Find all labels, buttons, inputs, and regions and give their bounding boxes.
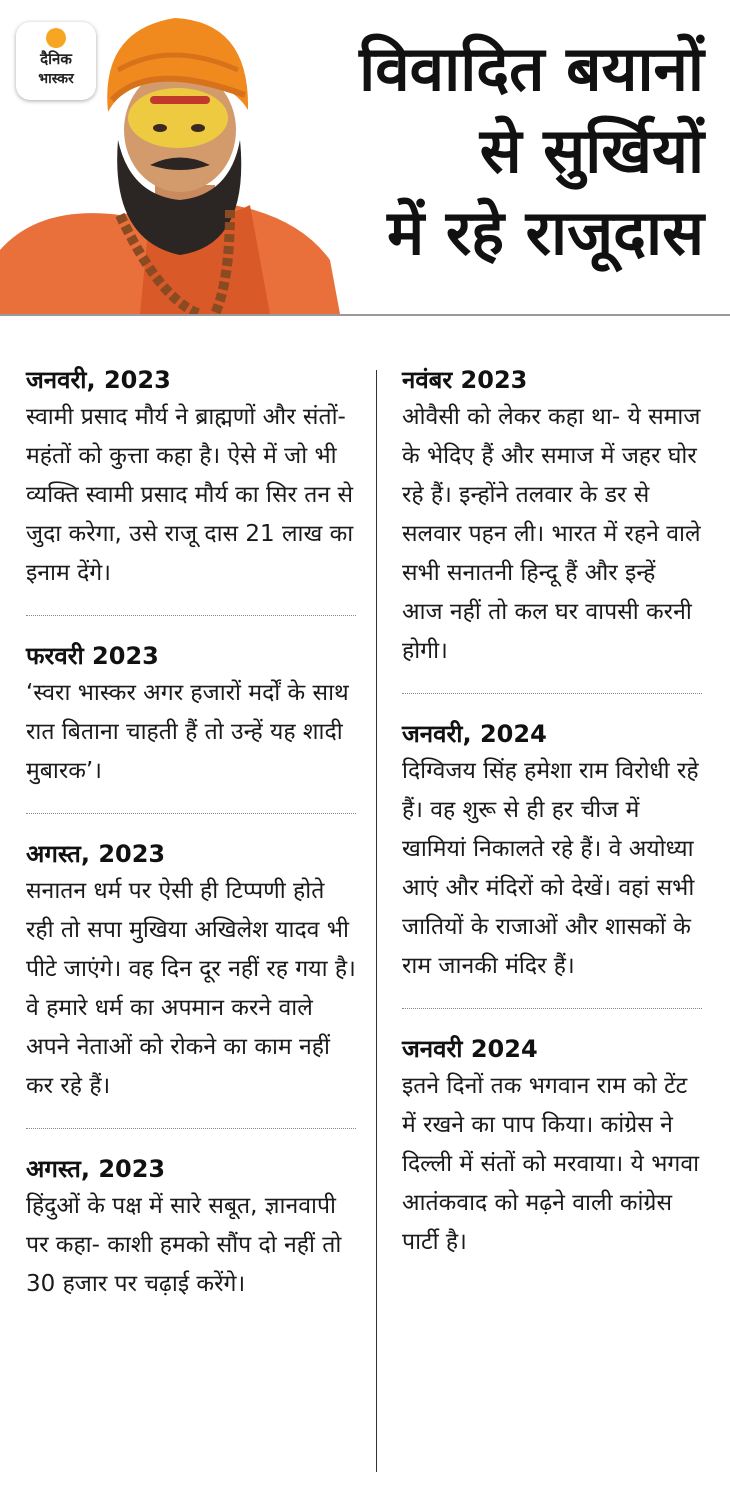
dainik-bhaskar-logo <box>16 22 96 100</box>
header-divider <box>0 314 730 316</box>
headline-line-1: विवादित बयानों <box>359 32 704 105</box>
entry-date: जनवरी 2024 <box>402 1035 538 1063</box>
logo-text-line1: दैनिक <box>40 50 72 68</box>
statement-entry <box>26 364 356 593</box>
entry-date: फरवरी 2023 <box>26 642 159 670</box>
entry-text: ओवैसी को लेकर कहा था- ये समाज के भेदिए हैं और समाज में जहर घोर रहे हैं। इन्होंने तलवार के डर से सलवार पहन ली। भारत में रहने वाले सभी सनातनी हिन्दू हैं और इन्हें आज नहीं तो कल घर वापसी करनी होगी। <box>402 404 701 664</box>
statement-entry <box>26 1153 356 1304</box>
page-title <box>304 28 704 274</box>
entry-text: स्वामी प्रसाद मौर्य ने ब्राह्मणों और संतों-महंतों को कुत्ता कहा है। ऐसे में जो भी व्यक्ति स्वामी प्रसाद मौर्य का सिर तन से जुदा करेगा, उसे राजू दास 21 लाख का इनाम देंगे। <box>26 404 354 586</box>
logo-text-line2: भास्कर <box>38 71 74 87</box>
left-column <box>26 364 356 1304</box>
entry-text: सनातन धर्म पर ऐसी ही टिप्पणी होते रही तो सपा मुखिया अखिलेश यादव भी पीटे जाएंगे। वह दिन दूर नहीं रह गया है। वे हमारे धर्म का अपमान करने वाले अपने नेताओं को रोकने का काम नहीं कर रहे हैं। <box>26 878 356 1099</box>
entry-separator <box>26 813 356 814</box>
entry-text: हिंदुओं के पक्ष में सारे सबूत, ज्ञानवापी पर कहा- काशी हमको सौंप दो नहीं तो 30 हजार पर चढ़ाई करेंगे। <box>26 1193 342 1297</box>
right-column <box>402 364 702 1262</box>
sun-icon <box>46 28 66 48</box>
headline-line-3: में रहे राजूदास <box>387 196 704 269</box>
statement-entry <box>402 718 702 986</box>
entry-text: ‘स्वरा भास्कर अगर हजारों मर्दों के साथ रात बिताना चाहती हैं तो उन्हें यह शादी मुबारक’। <box>26 680 349 784</box>
statement-entry <box>26 640 356 791</box>
entry-date: अगस्त, 2023 <box>26 1155 166 1183</box>
entry-text: इतने दिनों तक भगवान राम को टेंट में रखने का पाप किया। कांग्रेस ने दिल्ली में संतों को मरवाया। ये भगवा आतंकवाद को मढ़ने वाली कांग्रेस पार्टी है। <box>402 1073 700 1255</box>
statement-entry <box>402 1033 702 1262</box>
entry-date: जनवरी, 2024 <box>402 720 547 748</box>
headline-line-2: से सुर्खियों <box>479 114 704 187</box>
entry-separator <box>26 615 356 616</box>
entry-date: अगस्त, 2023 <box>26 840 166 868</box>
entry-separator <box>26 1128 356 1129</box>
statement-entry <box>402 364 702 671</box>
column-divider <box>376 370 377 1472</box>
entry-separator <box>402 693 702 694</box>
entry-date: नवंबर 2023 <box>402 366 528 394</box>
entry-date: जनवरी, 2023 <box>26 366 171 394</box>
statement-entry <box>26 838 356 1106</box>
header-banner <box>0 0 730 314</box>
entry-text: दिग्विजय सिंह हमेशा राम विरोधी रहे हैं। वह शुरू से ही हर चीज में खामियां निकालते रहे हैं। वे अयोध्या आएं और मंदिरों को देखें। वहां सभी जातियों के राजाओं और शासकों के राम जानकी मंदिर हैं। <box>402 758 699 979</box>
entry-separator <box>402 1008 702 1009</box>
